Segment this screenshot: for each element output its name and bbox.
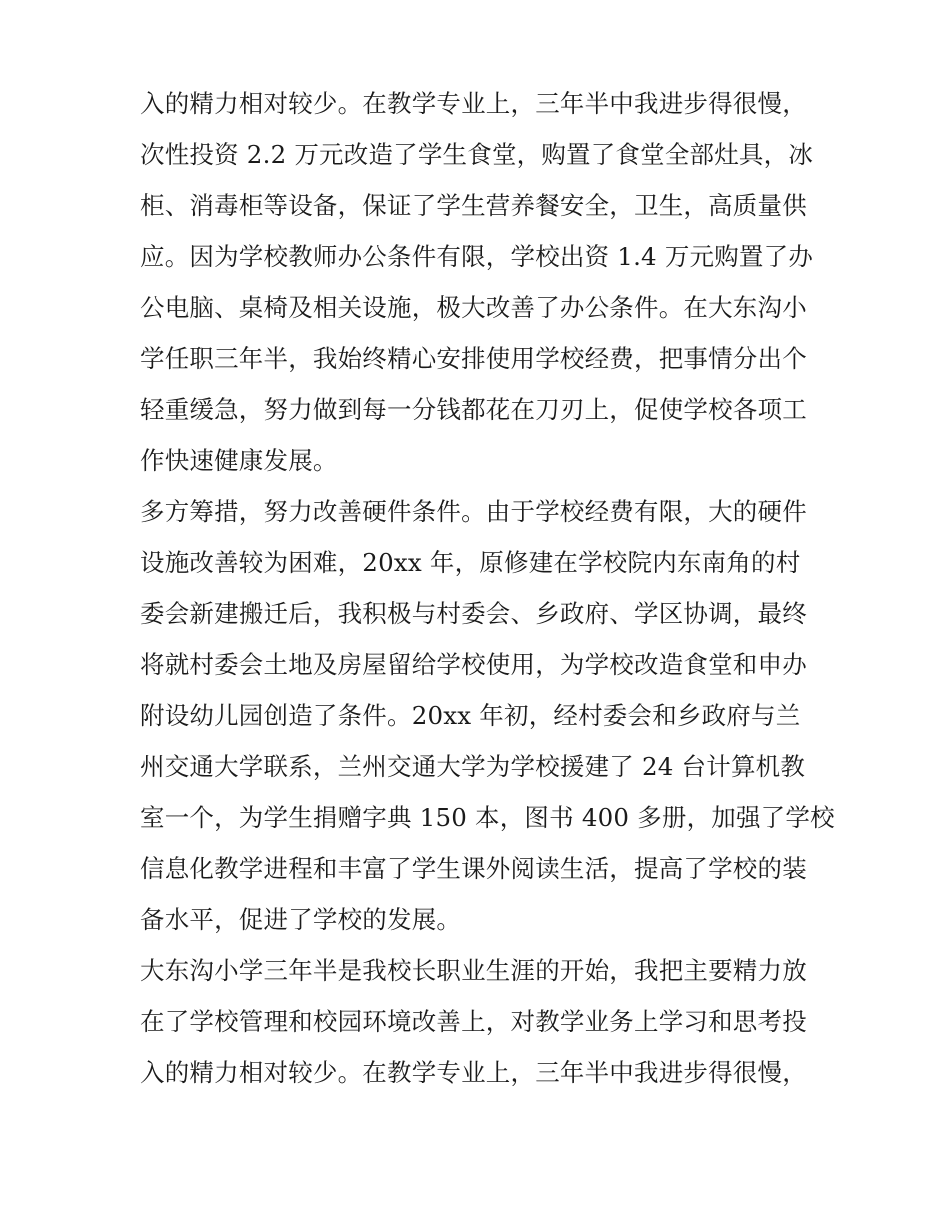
text-line: 多方筹措，努力改善硬件条件。由于学校经费有限，大的硬件 <box>140 497 807 526</box>
text-line: 委会新建搬迁后，我积极与村委会、乡政府、学区协调，最终 <box>140 599 807 628</box>
text-line: 州交通大学联系，兰州交通大学为学校援建了 24 台计算机教 <box>140 752 806 781</box>
text-line: 学任职三年半，我始终精心安排使用学校经费，把事情分出个 <box>140 344 807 373</box>
text-line: 入的精力相对较少。在教学专业上，三年半中我进步得很慢， <box>140 89 807 118</box>
text-line: 应。因为学校教师办公条件有限，学校出资 1.4 万元购置了办 <box>140 242 814 271</box>
text-line: 室一个，为学生捐赠字典 150 本，图书 400 多册，加强了学校 <box>140 803 835 832</box>
text-line: 备水平，促进了学校的发展。 <box>140 905 462 934</box>
text-line: 次性投资 2.2 万元改造了学生食堂，购置了食堂全部灶具，冰 <box>140 140 814 169</box>
text-line: 轻重缓急，努力做到每一分钱都花在刀刃上，促使学校各项工 <box>140 395 807 424</box>
text-line: 附设幼儿园创造了条件。20xx 年初，经村委会和乡政府与兰 <box>140 701 801 730</box>
text-line: 柜、消毒柜等设备，保证了学生营养餐安全，卫生，高质量供 <box>140 191 807 220</box>
text-line: 将就村委会土地及房屋留给学校使用，为学校改造食堂和申办 <box>140 650 807 679</box>
text-line: 公电脑、桌椅及相关设施，极大改善了办公条件。在大东沟小 <box>140 293 807 322</box>
body-text <box>140 78 835 1098</box>
text-line: 在了学校管理和校园环境改善上，对教学业务上学习和思考投 <box>140 1007 807 1036</box>
text-line: 作快速健康发展。 <box>140 446 338 475</box>
text-line: 信息化教学进程和丰富了学生课外阅读生活，提高了学校的装 <box>140 854 807 883</box>
text-line: 设施改善较为困难，20xx 年，原修建在学校院内东南角的村 <box>140 548 801 577</box>
text-line: 入的精力相对较少。在教学专业上，三年半中我进步得很慢， <box>140 1058 807 1087</box>
text-line: 大东沟小学三年半是我校长职业生涯的开始，我把主要精力放 <box>140 956 807 985</box>
